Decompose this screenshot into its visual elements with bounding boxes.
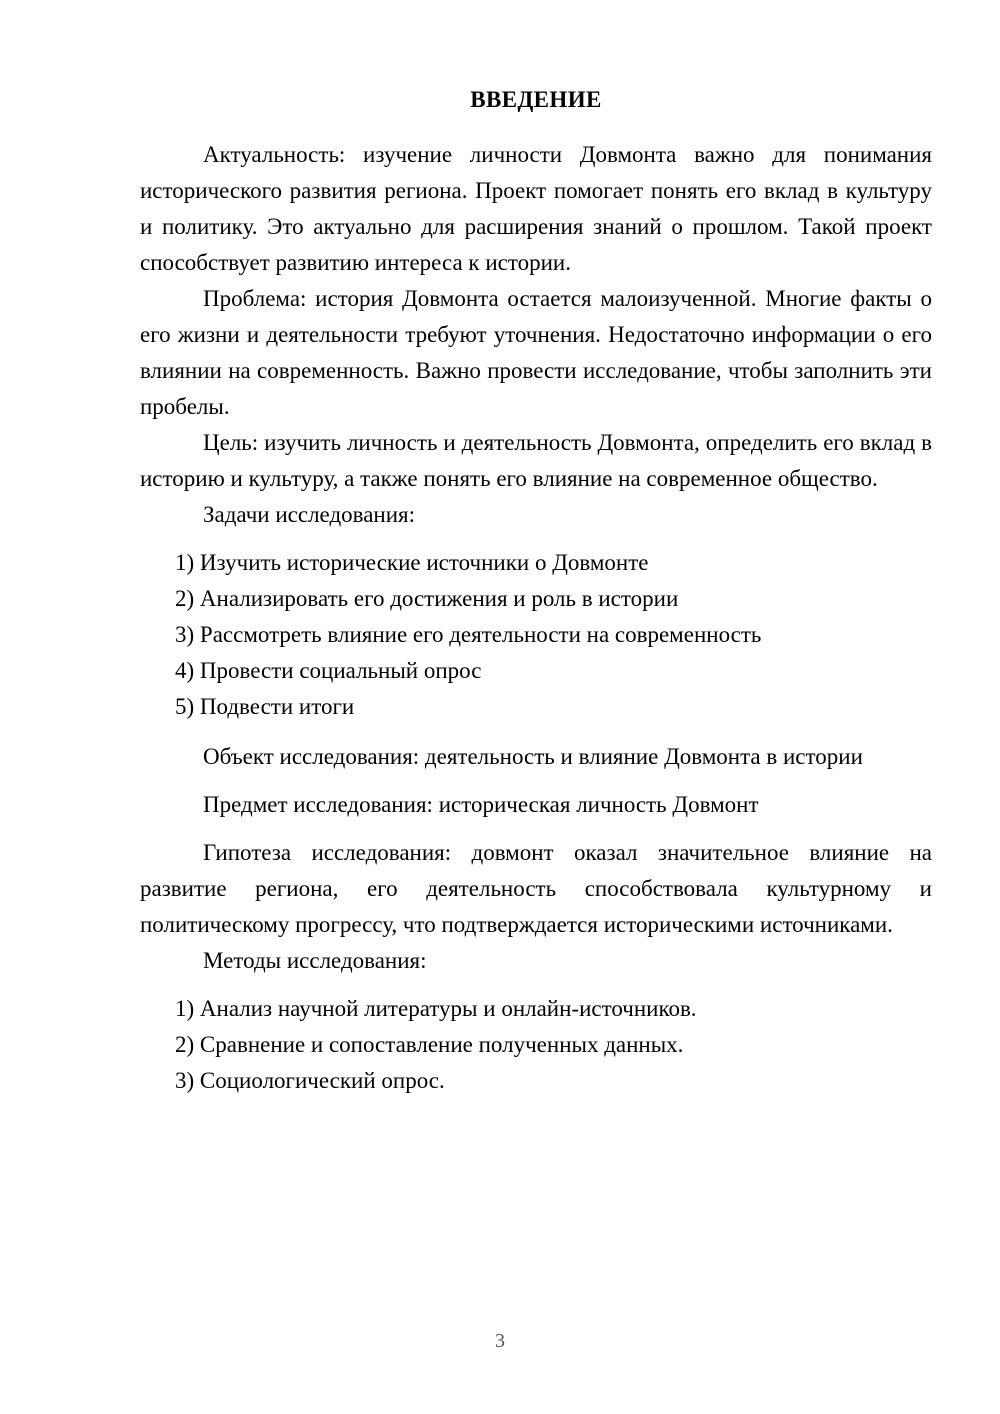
spacer: [140, 979, 932, 991]
spacer: [140, 823, 932, 835]
paragraph-goal: Цель: изучить личность и деятельность Довмонта, определить его вклад в историю и культуру, а также понять его влияние на современное общество.: [140, 429, 932, 491]
object-of-research-line: Объект исследования: деятельность и влияние Довмонта в истории: [203, 743, 863, 769]
list-item: 4) Провести социальный опрос: [175, 657, 482, 683]
paragraph-problem: Проблема: история Довмонта остается малоизученной. Многие факты о его жизни и деятельности требуют уточнения. Недостаточно информации о его влиянии на современность. Важно провести исследование, чтобы заполнить эти пробелы.: [140, 285, 932, 419]
list-item: 2) Анализировать его достижения и роль в истории: [175, 585, 679, 611]
list-item: 1) Изучить исторические источники о Довмонте: [175, 549, 649, 575]
methods-list: [140, 991, 932, 1099]
list-item: 3) Социологический опрос.: [175, 1067, 445, 1093]
spacer: [140, 725, 932, 739]
list-item: 2) Сравнение и сопоставление полученных данных.: [175, 1031, 684, 1057]
list-item: 3) Рассмотреть влияние его деятельности на современность: [175, 621, 762, 647]
page-title: ВВЕДЕНИЕ: [470, 87, 602, 112]
document-body: [140, 86, 932, 1099]
spacer: [140, 533, 932, 545]
tasks-list: [140, 545, 932, 725]
list-item: 5) Подвести итоги: [175, 693, 355, 719]
spacer: [140, 775, 932, 787]
paragraph-relevance: Актуальность: изучение личности Довмонта важно для понимания исторического развития региона. Проект помогает понять его вклад в культуру и политику. Это актуально для расширения знаний о прошлом. Такой проект способствует развитию интереса к истории.: [140, 141, 932, 275]
subject-of-research-line: Предмет исследования: историческая личность Довмонт: [203, 791, 759, 817]
tasks-heading: Задачи исследования:: [203, 501, 416, 527]
list-item: 1) Анализ научной литературы и онлайн-источников.: [175, 995, 697, 1021]
page-number: 3: [495, 1330, 505, 1352]
methods-heading: Методы исследования:: [203, 947, 427, 973]
paragraph-hypothesis: Гипотеза исследования: довмонт оказал значительное влияние на развитие региона, его деятельность способствовала культурному и политическому прогрессу, что подтверждается историческими источниками.: [140, 839, 932, 937]
